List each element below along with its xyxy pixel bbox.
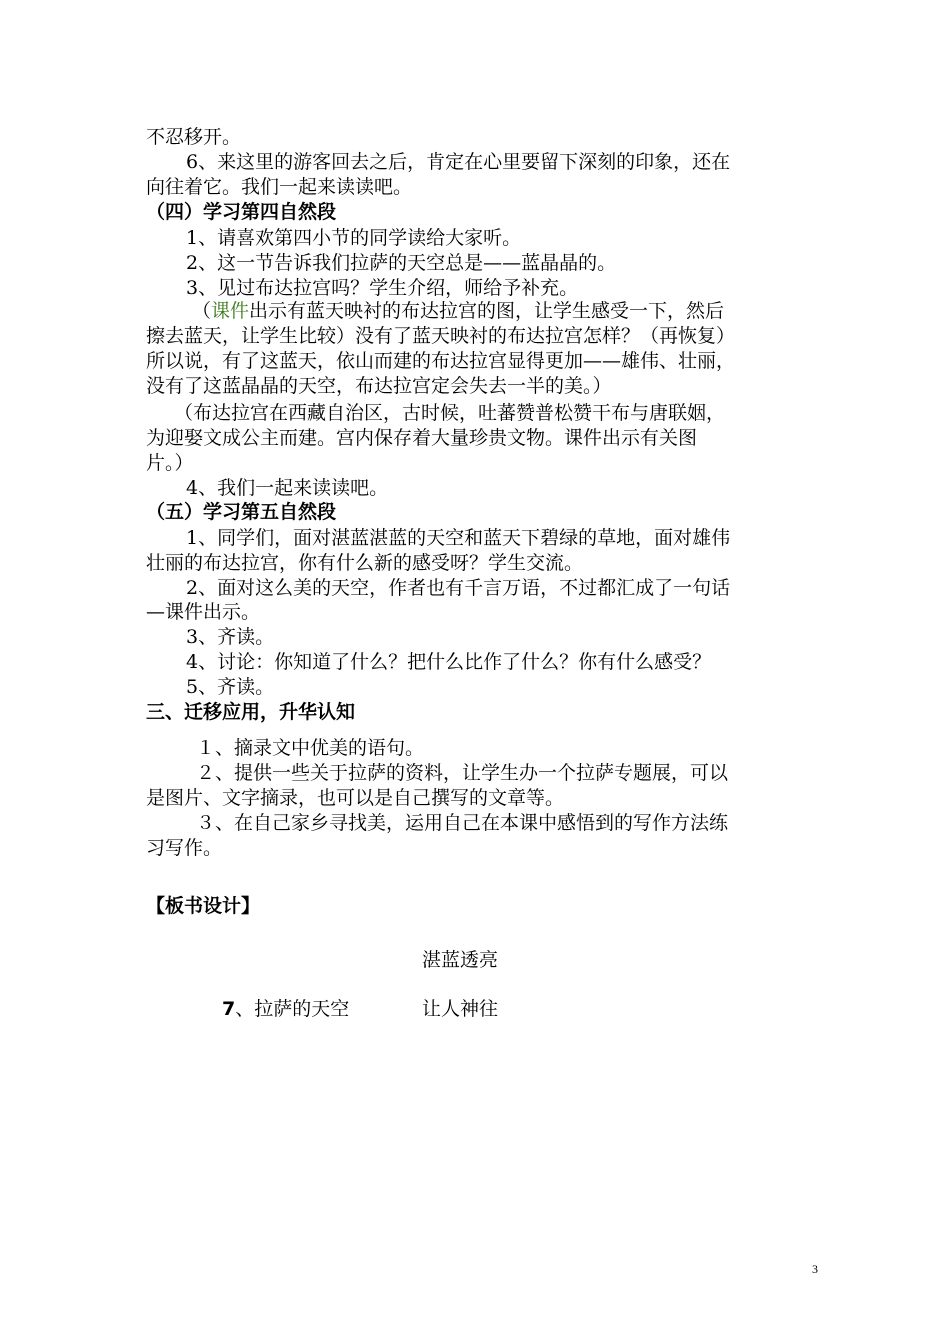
text-line: ２、提供一些关于拉萨的资料，让学生办一个拉萨专题展，可以 <box>196 762 729 784</box>
board-title <box>222 994 349 1021</box>
text-line: １、摘录文中优美的语句。 <box>196 737 425 759</box>
text-line: ３、在自己家乡寻找美，运用自己在本课中感悟到的写作方法练 <box>196 812 729 834</box>
text-line: 3、见过布达拉宫吗？学生介绍，师给予补充。 <box>186 277 579 299</box>
page-number: 3 <box>812 1262 818 1276</box>
text-line: 没有了这蓝晶晶的天空，布达拉宫定会失去一半的美。） <box>146 375 612 397</box>
text-fragment: 出示有蓝天映衬的布达拉宫的图，让学生感受一下，然后 <box>249 300 725 322</box>
text-line: 向往着它。我们一起来读读吧。 <box>146 176 413 198</box>
board-title-number: 7 <box>222 998 236 1020</box>
text-line: 片。） <box>146 452 194 474</box>
section-heading-3: 三、迁移应用，升华认知 <box>146 701 356 723</box>
text-line: 4、我们一起来读读吧。 <box>186 477 389 499</box>
text-line: 2、面对这么美的天空，作者也有千言万语，不过都汇成了一句话 <box>186 577 731 599</box>
text-line: —课件出示。 <box>146 601 261 623</box>
board-title-text: 、拉萨的天空 <box>235 998 350 1020</box>
text-line <box>192 299 724 324</box>
text-line: 所以说，有了这蓝天，依山而建的布达拉宫显得更加——雄伟、壮丽， <box>146 350 736 372</box>
text-line: （布达拉宫在西藏自治区，古时候，吐蕃赞普松赞干布与唐联姻， <box>174 402 726 424</box>
text-line: 1、请喜欢第四小节的同学读给大家听。 <box>186 227 522 249</box>
text-line: 1、同学们，面对湛蓝湛蓝的天空和蓝天下碧绿的草地，面对雄伟 <box>186 527 731 549</box>
courseware-link: 课件 <box>211 300 250 322</box>
paren-open: （ <box>192 300 212 322</box>
text-line: 6、来这里的游客回去之后，肯定在心里要留下深刻的印象，还在 <box>186 151 731 173</box>
text-line: 为迎娶文成公主而建。宫内保存着大量珍贵文物。课件出示有关图 <box>146 427 698 449</box>
section-heading-4: （四）学习第四自然段 <box>146 201 337 223</box>
text-line: 不忍移开。 <box>146 126 242 148</box>
text-line: 4、讨论：你知道了什么？把什么比作了什么？你有什么感受？ <box>186 651 712 673</box>
text-line: 擦去蓝天，让学生比较）没有了蓝天映衬的布达拉宫怎样？（再恢复） <box>146 325 736 347</box>
text-line: 壮丽的布达拉宫，你有什么新的感受呀？学生交流。 <box>146 552 584 574</box>
text-line: 2、这一节告诉我们拉萨的天空总是——蓝晶晶的。 <box>186 252 617 274</box>
text-line: 5、齐读。 <box>186 676 275 698</box>
board-top-right: 湛蓝透亮 <box>422 949 499 971</box>
board-design-heading: 【板书设计】 <box>146 895 261 917</box>
text-line: 是图片、文字摘录，也可以是自己撰写的文章等。 <box>146 787 565 809</box>
section-heading-5: （五）学习第五自然段 <box>146 501 337 523</box>
text-line: 习写作。 <box>146 837 223 859</box>
board-bottom-right: 让人神往 <box>422 998 499 1020</box>
text-line: 3、齐读。 <box>186 626 275 648</box>
